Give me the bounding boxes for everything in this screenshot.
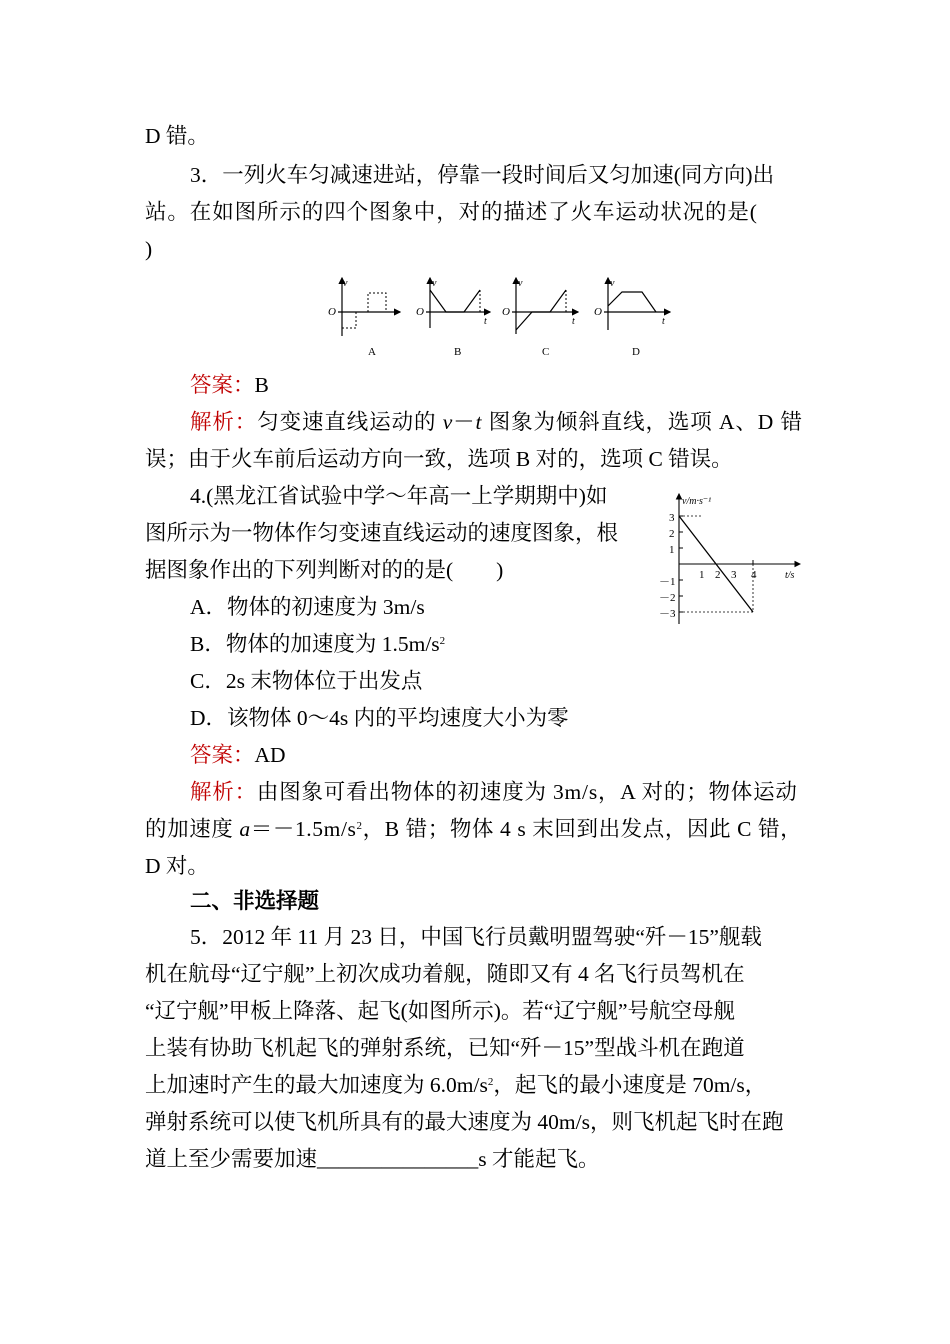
x-tick-1: 1 [699, 569, 705, 581]
x-tick-3: 3 [731, 569, 737, 581]
x-tick-4: 4 [751, 569, 757, 581]
q4-answer-label: 答案： [190, 743, 255, 767]
q4-analysis-line1 [190, 777, 798, 807]
graph-d-origin-label: O [594, 306, 602, 318]
q3-analysis-text-a: 匀变速直线运动的 [257, 410, 443, 434]
y-tick-2: 2 [669, 528, 675, 540]
graph-c-caption: C [542, 346, 550, 358]
q3-answer-label: 答案： [190, 373, 255, 397]
q3-analysis-text-b: 图象为倾斜直线，选项 A、D 错 [482, 410, 803, 434]
graph-d-t-label: t [662, 316, 665, 327]
graph-a-v-label: v [343, 278, 348, 289]
graph-b-origin-label: O [416, 306, 424, 318]
q4-analysis-line2-b: ＝－1.5m/s [250, 817, 357, 841]
q4-option-a: A．物体的初速度为 3m/s [190, 595, 425, 619]
q3-analysis-v: v [442, 410, 454, 434]
q4-analysis-line2-a: 的加速度 [145, 817, 240, 841]
y-tick-1: 1 [669, 544, 675, 556]
q4-option-b [190, 629, 445, 659]
q3-line2: 站。在如图所示的四个图象中，对的描述了火车运动状况的是( [145, 200, 758, 224]
graph-a [328, 278, 400, 358]
q4-analysis-line3: D 对。 [145, 854, 209, 878]
q4-option-d: D．该物体 0～4s 内的平均速度大小为零 [190, 706, 569, 730]
q3-line1: 3．一列火车匀减速进站，停靠一段时间后又匀加速(同方向)出 [190, 163, 775, 187]
y-tick-3: 3 [669, 512, 675, 524]
q3-analysis-line2: 误；由于火车前后运动方向一致，选项 B 对的，选项 C 错误。 [145, 447, 733, 471]
y-tick-neg2: －2 [659, 592, 676, 604]
graph-b-v-label: v [432, 278, 437, 289]
q5-line4: 上装有协助飞机起飞的弹射系统，已知“歼－15”型战斗机在跑道 [145, 1036, 745, 1060]
q4-option-b-text: B．物体的加速度为 1.5m/s [190, 632, 440, 656]
q5-line3: “辽宁舰”甲板上降落、起飞(如图所示)。若“辽宁舰”号航空母舰 [145, 999, 735, 1023]
q5-answer-blank[interactable]: _______________ [317, 1147, 479, 1171]
q2-tail: D 错。 [145, 124, 209, 148]
q3-answer-value: B [254, 373, 269, 397]
q4-analysis-var-a: a [239, 817, 251, 841]
q4-analysis-line2-c: ，B 错；物体 4 s 末回到出发点，因此 C 错， [362, 817, 803, 841]
graph-c-v-label: v [518, 278, 523, 289]
q4-answer [190, 740, 286, 770]
graph-d-caption: D [632, 346, 640, 358]
q3-answer [190, 370, 269, 400]
q4-line2: 图所示为一物体作匀变速直线运动的速度图象，根 [145, 521, 619, 545]
q5-line6: 弹射系统可以使飞机所具有的最大速度为 40m/s，则飞机起飞时在跑 [145, 1110, 784, 1134]
q4-line1: 4.(黑龙江省试验中学～年高一上学期期中)如 [190, 484, 608, 508]
graph-d [594, 278, 670, 358]
q3-analysis-label: 解析： [190, 410, 258, 434]
q5-line7-b: s 才能起飞。 [478, 1147, 600, 1171]
q3-line3: ) [145, 237, 153, 261]
q5-line7 [145, 1144, 600, 1174]
graph-a-origin-label: O [328, 306, 336, 318]
q5-line1: 5．2012 年 11 月 23 日，中国飞行员戴明盟驾驶“歼－15”舰载 [190, 925, 762, 949]
q3-graphs-figure [320, 268, 680, 364]
graph-b [416, 278, 490, 358]
graph-c-t-label: t [572, 316, 575, 327]
graph-d-v-label: v [610, 278, 615, 289]
q4-analysis-line2 [145, 814, 802, 844]
graph-b-caption: B [454, 346, 462, 358]
graph-b-t-label: t [484, 316, 487, 327]
q3-analysis-dash: － [453, 410, 476, 434]
q4-analysis-label: 解析： [190, 780, 257, 804]
x-tick-2: 2 [715, 569, 721, 581]
q4-analysis-sup: 2 [356, 820, 363, 832]
q3-analysis-t: t [475, 410, 483, 434]
q5-line7-a: 道上至少需要加速 [145, 1147, 318, 1171]
q4-analysis-line1-text: 由图象可看出物体的初速度为 3m/s，A 对的；物体运动 [256, 780, 798, 804]
q4-option-b-sup: 2 [439, 635, 446, 647]
q4-answer-value: AD [254, 743, 286, 767]
x-axis-label: t/s [785, 570, 795, 581]
q4-option-c: C．2s 末物体位于出发点 [190, 669, 423, 693]
y-tick-neg3: －3 [659, 608, 676, 620]
q3-analysis-line1 [190, 407, 803, 437]
graph-c [502, 278, 578, 358]
graph-c-origin-label: O [502, 306, 510, 318]
graph-a-caption: A [368, 346, 376, 358]
q4-line3: 据图象作出的下列判断对的的是( ) [145, 558, 504, 582]
section2-heading: 二、非选择题 [190, 889, 320, 913]
q5-line5-sup: 2 [487, 1076, 494, 1088]
y-tick-neg1: －1 [659, 576, 676, 588]
y-axis-label: v/m·s⁻¹ [682, 496, 712, 507]
q4-vt-chart [655, 490, 815, 628]
q5-line5-a: 上加速时产生的最大加速度为 6.0m/s [145, 1073, 488, 1097]
q5-line2: 机在航母“辽宁舰”上初次成功着舰，随即又有 4 名飞行员驾机在 [145, 962, 745, 986]
q5-line5-b: ，起飞的最小速度是 70m/s， [493, 1073, 767, 1097]
q5-line5 [145, 1070, 766, 1100]
